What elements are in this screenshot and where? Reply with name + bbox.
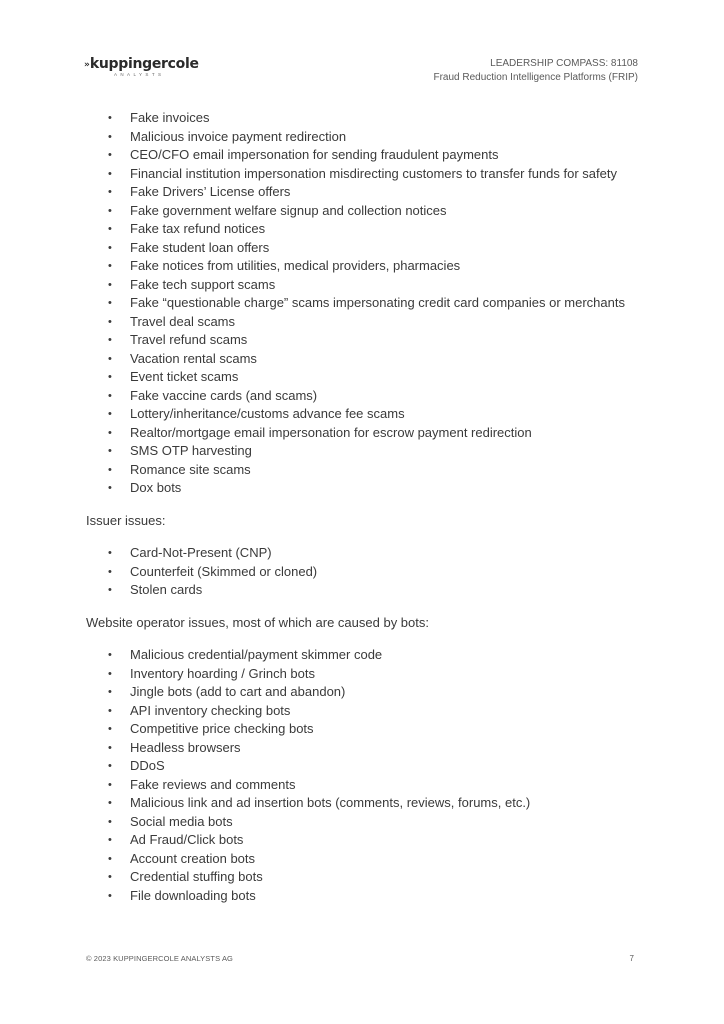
list-item xyxy=(86,442,646,461)
bullet-icon: • xyxy=(108,815,112,828)
bullet-icon: • xyxy=(108,241,112,254)
list-item-text: Realtor/mortgage email impersonation for escrow payment redirection xyxy=(130,424,532,440)
list-item xyxy=(86,331,646,350)
bullet-icon: • xyxy=(108,352,112,365)
bullet-icon: • xyxy=(108,278,112,291)
header-subtitle: Fraud Reduction Intelligence Platforms (FRIP) xyxy=(433,72,638,83)
issuer-issues-heading: Issuer issues: xyxy=(86,512,166,528)
list-item-text: Financial institution impersonation misdirecting customers to transfer funds for safety xyxy=(130,165,617,181)
bullet-icon: • xyxy=(108,482,112,494)
list-item-text: Counterfeit (Skimmed or cloned) xyxy=(130,563,318,579)
list-item-text: Fake tax refund notices xyxy=(130,221,266,236)
bullet-icon: • xyxy=(108,649,112,661)
list-item-text: Fake Drivers’ License offers xyxy=(130,184,291,199)
list-item-text: Fake “questionable charge” scams impersonating credit card companies or merchants xyxy=(130,295,625,310)
list-item xyxy=(86,850,646,869)
document-header xyxy=(433,57,638,85)
list-item xyxy=(86,720,646,739)
bullet-icon: • xyxy=(108,834,112,846)
bullet-icon: • xyxy=(108,149,112,161)
bullet-icon: • xyxy=(108,667,112,680)
page-number: 7 xyxy=(629,954,634,963)
list-item-text: Dox bots xyxy=(130,480,182,495)
list-item-text: Travel refund scams xyxy=(130,332,248,347)
bullet-icon: • xyxy=(108,204,112,217)
list-item xyxy=(86,794,646,813)
list-item xyxy=(86,294,646,313)
list-item xyxy=(86,479,646,498)
bullet-icon: • xyxy=(108,334,112,346)
list-item-text: Fake government welfare signup and collection notices xyxy=(130,202,447,218)
bullet-icon: • xyxy=(108,778,112,791)
bullet-icon: • xyxy=(108,426,112,439)
list-item xyxy=(86,424,646,443)
list-item-text: Lottery/inheritance/customs advance fee scams xyxy=(130,406,405,421)
bullet-icon: • xyxy=(108,167,112,180)
bullet-icon: • xyxy=(108,584,112,596)
bullet-icon: • xyxy=(108,408,112,420)
list-item xyxy=(86,257,646,276)
list-item-text: File downloading bots xyxy=(130,887,256,903)
bullet-icon: • xyxy=(108,389,112,402)
page-body xyxy=(86,109,646,905)
list-item xyxy=(86,646,646,665)
list-item xyxy=(86,581,646,600)
list-item xyxy=(86,461,646,480)
list-item-text: Headless browsers xyxy=(130,739,241,755)
list-item xyxy=(86,239,646,258)
list-item-text: Fake notices from utilities, medical providers, pharmacies xyxy=(130,258,461,273)
list-item xyxy=(86,183,646,202)
fraud-types-list xyxy=(86,109,646,498)
list-item xyxy=(86,368,646,387)
bullet-icon: • xyxy=(108,704,112,717)
bullet-icon: • xyxy=(108,871,112,883)
list-item-text: Jingle bots (add to cart and abandon) xyxy=(130,684,346,699)
bullet-icon: • xyxy=(108,315,112,328)
list-item-text: Malicious invoice payment redirection xyxy=(130,128,347,144)
list-item xyxy=(86,868,646,887)
list-item xyxy=(86,220,646,239)
company-logo xyxy=(84,57,224,78)
bullet-icon: • xyxy=(108,741,112,754)
list-item xyxy=(86,405,646,424)
list-item xyxy=(86,887,646,906)
logo-subtext: ANALYSTS xyxy=(114,72,165,77)
list-item-text: Card-Not-Present (CNP) xyxy=(130,545,272,560)
list-item xyxy=(86,831,646,850)
website-operator-issues-list xyxy=(86,646,646,905)
bullet-icon: • xyxy=(108,686,112,698)
list-item xyxy=(86,128,646,147)
list-item xyxy=(86,702,646,721)
list-item-text: Fake student loan offers xyxy=(130,239,270,255)
bullet-icon: • xyxy=(108,186,112,198)
list-item xyxy=(86,276,646,295)
list-item-text: Fake vaccine cards (and scams) xyxy=(130,387,318,403)
list-item xyxy=(86,146,646,165)
bullet-icon: • xyxy=(108,223,112,235)
bullet-icon: • xyxy=(108,260,112,272)
list-item xyxy=(86,165,646,184)
list-item xyxy=(86,665,646,684)
issuer-issues-list xyxy=(86,544,646,600)
list-item-text: Fake invoices xyxy=(130,110,210,125)
list-item-text: Romance site scams xyxy=(130,461,251,477)
list-item xyxy=(86,739,646,758)
list-item-text: Stolen cards xyxy=(130,582,203,597)
bullet-icon: • xyxy=(108,760,112,772)
list-item-text: Travel deal scams xyxy=(130,313,235,329)
list-item-text: Inventory hoarding / Grinch bots xyxy=(130,665,315,681)
list-item-text: Credential stuffing bots xyxy=(130,869,263,884)
list-item-text: Social media bots xyxy=(130,813,233,829)
logo-mark-icon: » xyxy=(84,60,88,70)
bullet-icon: • xyxy=(108,797,112,809)
bullet-icon: • xyxy=(108,547,112,559)
list-item-text: SMS OTP harvesting xyxy=(130,443,252,458)
list-item xyxy=(86,757,646,776)
list-item-text: Fake reviews and comments xyxy=(130,776,296,792)
list-item xyxy=(86,544,646,563)
list-item xyxy=(86,813,646,832)
list-item-text: API inventory checking bots xyxy=(130,702,291,718)
list-item xyxy=(86,563,646,582)
list-item-text: Ad Fraud/Click bots xyxy=(130,832,244,847)
list-item xyxy=(86,350,646,369)
bullet-icon: • xyxy=(108,445,112,457)
logo-text: kuppingercole xyxy=(89,56,199,72)
list-item xyxy=(86,776,646,795)
list-item-text: Malicious link and ad insertion bots (comments, reviews, forums, etc.) xyxy=(130,795,531,810)
list-item-text: Vacation rental scams xyxy=(130,350,257,366)
bullet-icon: • xyxy=(108,130,112,143)
list-item xyxy=(86,683,646,702)
list-item-text: Fake tech support scams xyxy=(130,276,276,292)
bullet-icon: • xyxy=(108,371,112,383)
list-item xyxy=(86,313,646,332)
bullet-icon: • xyxy=(108,297,112,309)
header-title: LEADERSHIP COMPASS: 81108 xyxy=(490,58,638,69)
list-item xyxy=(86,202,646,221)
list-item xyxy=(86,109,646,128)
bullet-icon: • xyxy=(108,565,112,578)
bullet-icon: • xyxy=(108,723,112,735)
list-item-text: Event ticket scams xyxy=(130,369,239,384)
list-item xyxy=(86,387,646,406)
list-item-text: CEO/CFO email impersonation for sending fraudulent payments xyxy=(130,147,499,162)
bullet-icon: • xyxy=(108,463,112,476)
list-item-text: Malicious credential/payment skimmer code xyxy=(130,647,383,662)
bullet-icon: • xyxy=(108,889,112,902)
list-item-text: Account creation bots xyxy=(130,850,256,866)
footer-copyright: © 2023 KUPPINGERCOLE ANALYSTS AG xyxy=(86,954,233,963)
list-item-text: Competitive price checking bots xyxy=(130,721,314,736)
website-operator-issues-heading: Website operator issues, most of which are caused by bots: xyxy=(86,614,429,630)
list-item-text: DDoS xyxy=(130,758,165,773)
bullet-icon: • xyxy=(108,112,112,124)
bullet-icon: • xyxy=(108,852,112,865)
